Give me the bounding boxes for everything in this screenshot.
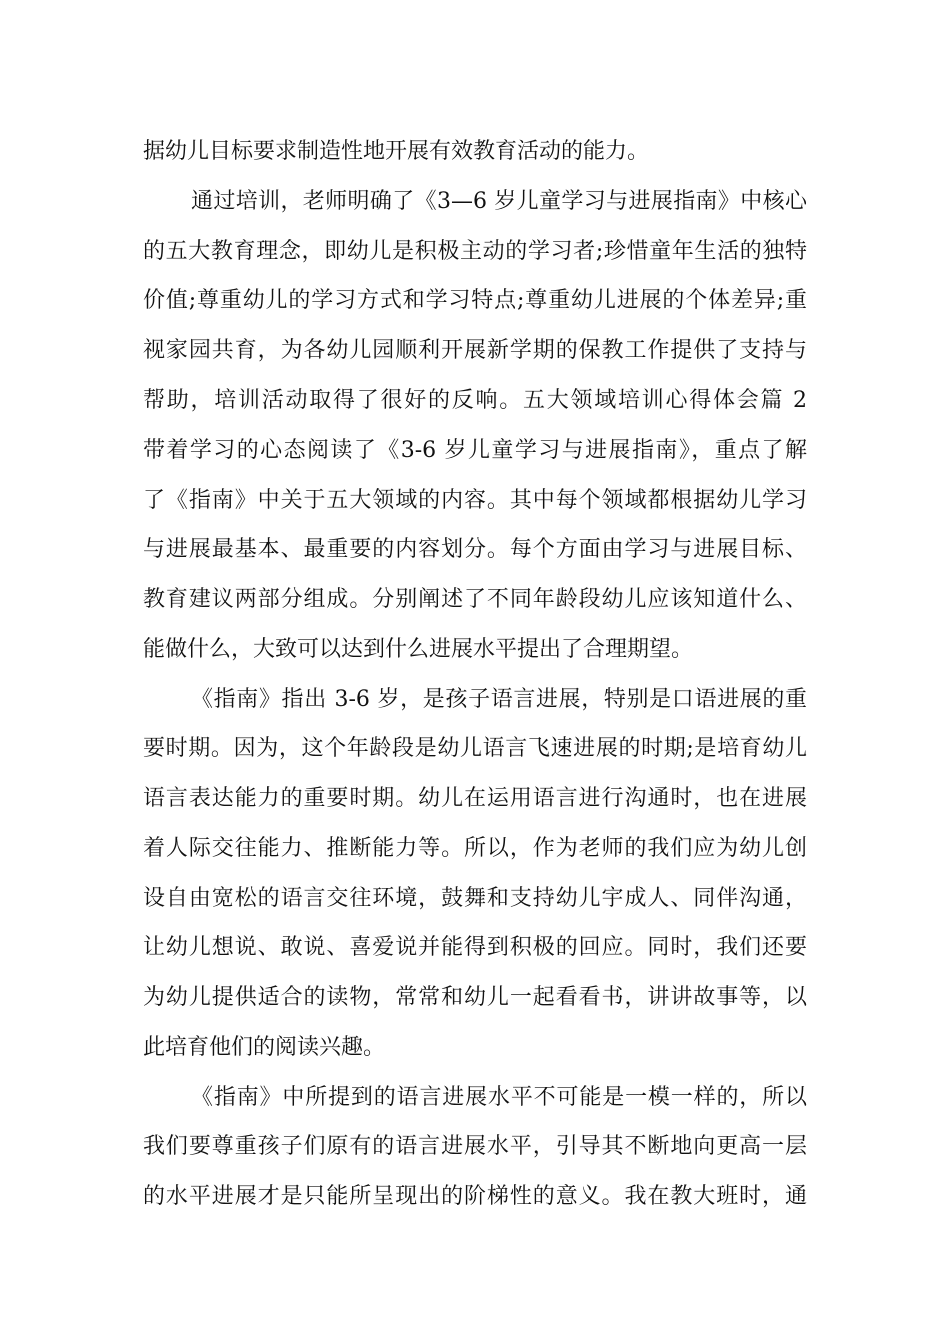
text-line: 让幼儿想说、敢说、喜爱说并能得到积极的回应。同时，我们还要: [143, 935, 807, 960]
text-line: 视家园共育，为各幼儿园顺利开展新学期的保教工作提供了支持与: [143, 338, 807, 363]
text-line: 价值;尊重幼儿的学习方式和学习特点;尊重幼儿进展的个体差异;重: [143, 288, 807, 313]
text-line: 为幼儿提供适合的读物，常常和幼儿一起看看书，讲讲故事等，以: [143, 985, 807, 1010]
text-line: 设自由宽松的语言交往环境，鼓舞和支持幼儿宇成人、同伴沟通，: [143, 886, 807, 911]
text-line: 据幼儿目标要求制造性地开展有效教育活动的能力。: [143, 139, 650, 164]
text-line: 的水平进展才是只能所呈现出的阶梯性的意义。我在教大班时，通: [143, 1184, 807, 1209]
text-line: 语言表达能力的重要时期。幼儿在运用语言进行沟通时，也在进展: [143, 786, 807, 811]
text-line: 了《指南》中关于五大领域的内容。其中每个领域都根据幼儿学习: [143, 488, 807, 513]
text-line: 能做什么，大致可以达到什么进展水平提出了合理期望。: [143, 637, 694, 662]
text-line: 与进展最基本、最重要的内容划分。每个方面由学习与进展目标、: [143, 537, 807, 562]
text-line: 此培育他们的阅读兴趣。: [143, 1035, 386, 1060]
paragraph-first-line: 《指南》指出 3-6 岁，是孩子语言进展，特别是口语进展的重: [191, 687, 807, 712]
text-line: 我们要尊重孩子们原有的语言进展水平，引导其不断地向更高一层: [143, 1134, 807, 1159]
text-line: 带着学习的心态阅读了《3-6 岁儿童学习与进展指南》，重点了解: [143, 438, 807, 463]
text-line: 的五大教育理念，即幼儿是积极主动的学习者;珍惜童年生活的独特: [143, 239, 807, 264]
paragraph-first-line: 通过培训，老师明确了《3—6 岁儿童学习与进展指南》中核心: [191, 189, 807, 214]
text-line: 帮助，培训活动取得了很好的反响。五大领域培训心得体会篇 2: [143, 388, 807, 413]
text-line: 教育建议两部分组成。分别阐述了不同年龄段幼儿应该知道什么、: [143, 587, 807, 612]
paragraph-first-line: 《指南》中所提到的语言进展水平不可能是一模一样的，所以: [191, 1085, 807, 1110]
text-line: 着人际交往能力、推断能力等。所以，作为老师的我们应为幼儿创: [143, 836, 807, 861]
text-line: 要时期。因为，这个年龄段是幼儿语言飞速进展的时期;是培育幼儿: [143, 736, 807, 761]
